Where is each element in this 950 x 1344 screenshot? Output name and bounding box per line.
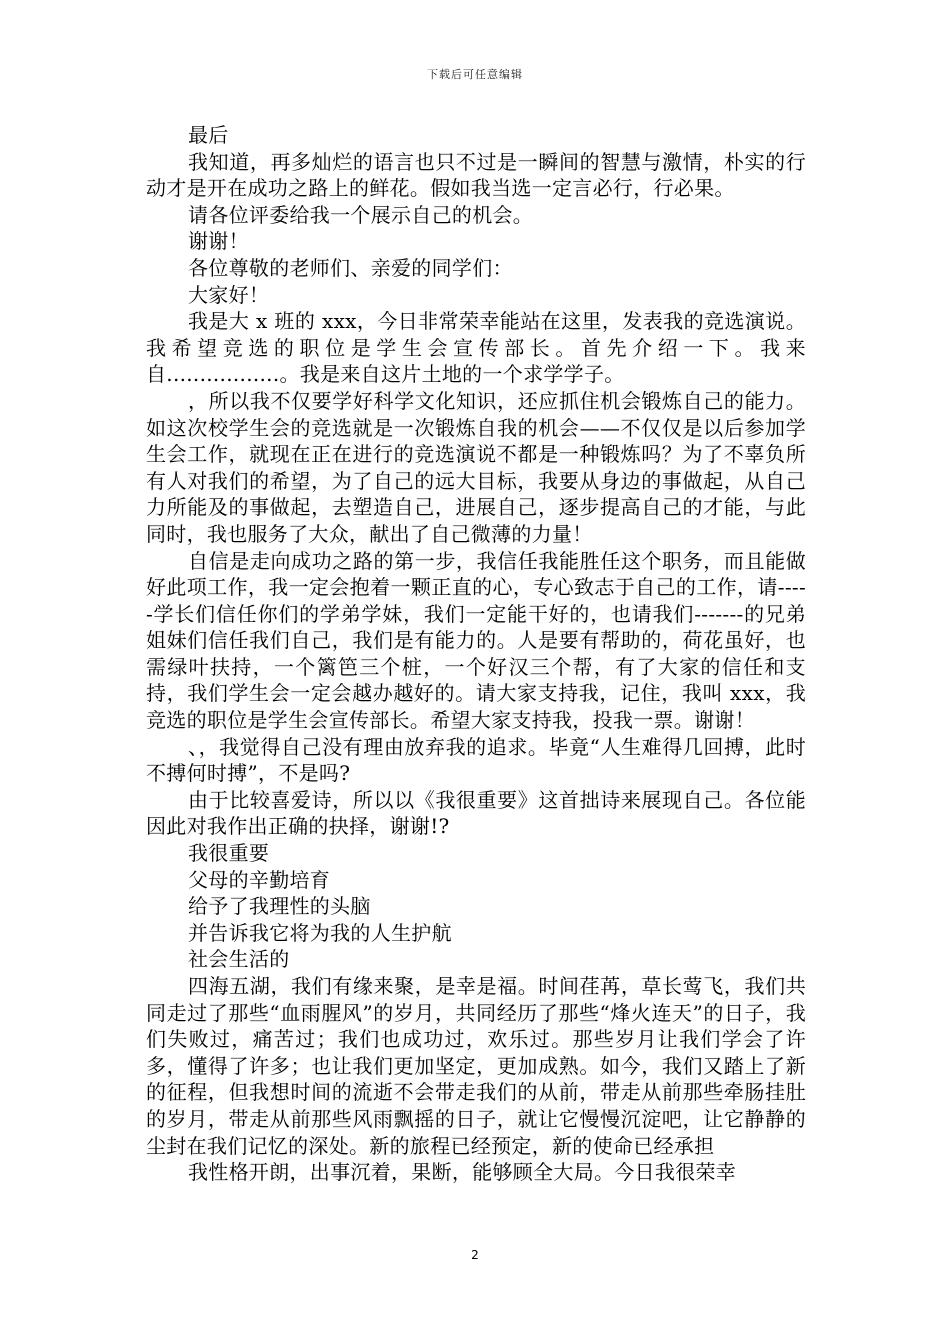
page-header: 下载后可任意编辑 [427,68,523,81]
paragraph: 由于比较喜爱诗，所以以《我很重要》这首拙诗来展现自己。各位能因此对我作出正确的抉择，谢谢!? [146,787,806,839]
paragraph: 谢谢！ [188,229,249,254]
paragraph: 请各位评委给我一个展示自己的机会。 [188,202,534,227]
poem-line: 并告诉我它将为我的人生护航 [188,920,452,945]
paragraph: 大家好！ [188,282,270,307]
poem-line: 父母的辛勤培育 [188,867,331,892]
paragraph: 四海五湖，我们有缘来聚，是幸是福。时间荏苒，草长莺飞，我们共同走过了那些“血雨腥风”的岁月，共同经历了那些“烽火连天”的日子，我们失败过，痛苦过；我们也成功过，欢乐过。那些岁月让我们学会了许多，懂得了许多；也让我们更加坚定，更加成熟。如今，我们又踏上了新的征程，但我想时间的流逝不会带走我们的从前，带走从前那些牵肠挂肚的岁月，带走从前那些风雨飘摇的日子，就让它慢慢沉淀吧，让它静静的尘封在我们记忆的深处。新的旅程已经预定，新的使命已经承担 [146,974,806,1158]
poem-line: 给予了我理性的头脑 [188,894,371,919]
paragraph: 我知道，再多灿烂的语言也只不过是一瞬间的智慧与激情，朴实的行动才是开在成功之路上的鲜花。假如我当选一定言必行，行必果。 [146,149,806,201]
paragraph: ，所以我不仅要学好科学文化知识，还应抓住机会锻炼自己的能力。如这次校学生会的竞选就是一次锻炼自我的机会——不仅仅是以后参加学生会工作，就现在正在进行的竞选演说不都是一种锻炼吗？为了不辜负所有人对我们的希望，为了自己的远大目标，我要从身边的事做起，从自己力所能及的事做起，去塑造自己，进展自己，逐步提高自己的才能，与此同时，我也服务了大众，献出了自己微薄的力量！ [146,388,806,546]
paragraph: 我是大 x 班的 xxx，今日非常荣幸能站在这里，发表我的竞选演说。我希望竞选的职位是学生会宣传部长。首先介绍一下。我来自.................。我是来自这片土地的一个求学学子。 [146,309,806,387]
paragraph: 我性格开朗，出事沉着，果断，能够顾全大局。今日我很荣幸 [188,1160,737,1185]
paragraph: 自信是走向成功之路的第一步，我信任我能胜任这个职务，而且能做好此项工作，我一定会抱着一颗正直的心，专心致志于自己的工作，请-----学长们信任你们的学弟学妹，我们一定能干好的，也请我们-------的兄弟姐妹们信任我们自己，我们是有能力的。人是要有帮助的，荷花虽好，也需绿叶扶持，一个篱笆三个桩，一个好汉三个帮，有了大家的信任和支持，我们学生会一定会越办越好的。请大家支持我，记住，我叫 xxx，我竞选的职位是学生会宣传部长。希望大家支持我，投我一票。谢谢！ [146,548,806,733]
paragraph: 最后 [188,123,229,147]
paragraph: 各位尊敬的老师们、亲爱的同学们： [188,255,513,280]
document-body [146,122,806,1186]
poem-line: 社会生活的 [188,947,290,972]
paragraph: 、，我觉得自己没有理由放弃我的追求。毕竟“人生难得几回搏，此时不搏何时搏”，不是吗? [146,734,806,786]
page-number: 2 [471,1248,479,1262]
poem-line: 我很重要 [188,841,270,866]
